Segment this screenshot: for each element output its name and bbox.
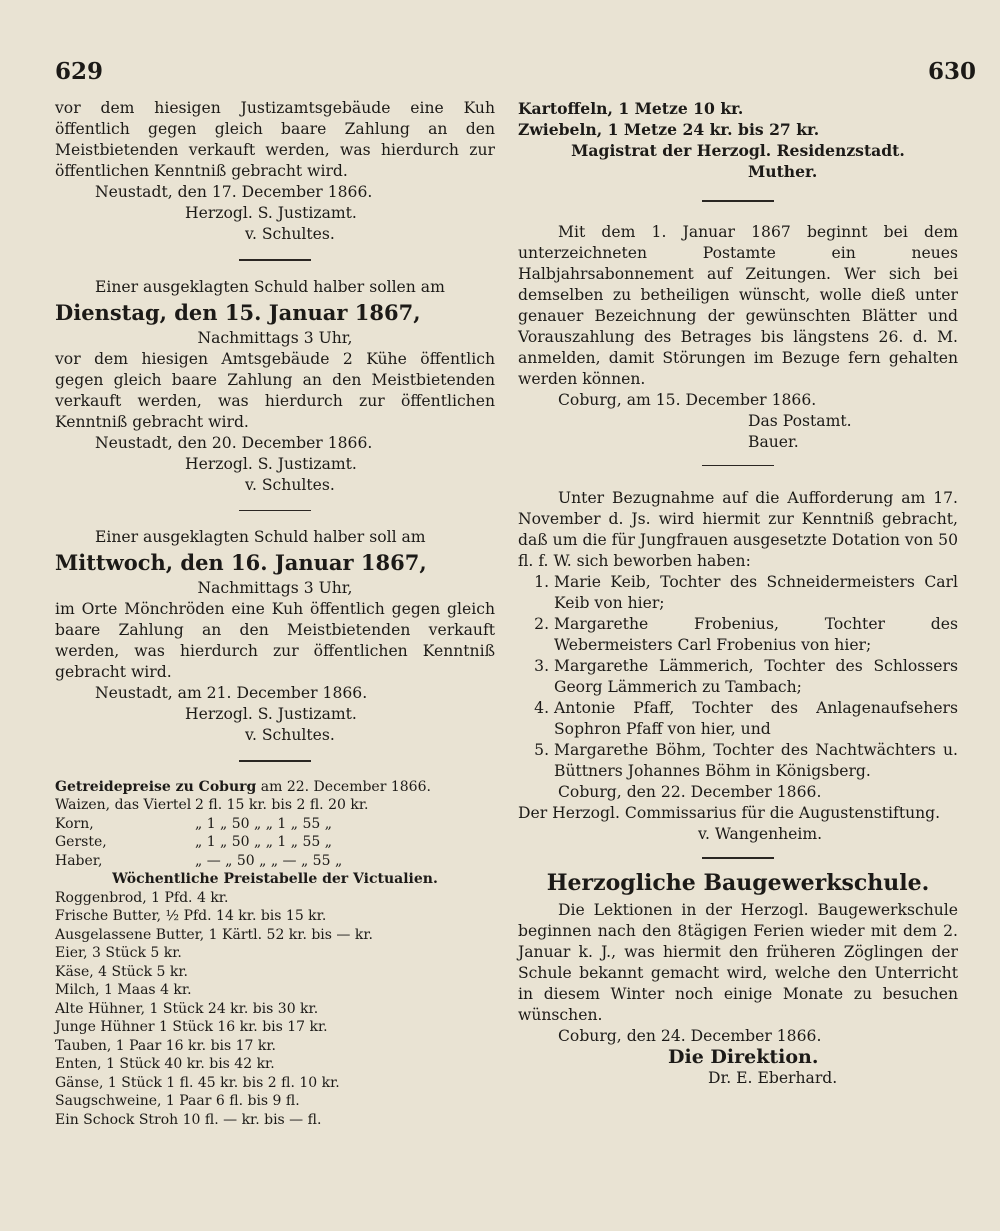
issuing-office: Das Postamt. [748,411,852,430]
augustenstiftung-notice [518,488,958,845]
signer: Bauer. [748,432,799,451]
price-line: Zwiebeln, 1 Metze 24 kr. bis 27 kr. [518,120,820,139]
magistrat-office: Magistrat der Herzogl. Residenzstadt. [571,141,905,160]
notice-cow-sale-1 [55,98,495,245]
notice-cow-sale-3 [55,527,495,746]
issuing-office: Herzogl. S. Justizamt. [185,705,357,723]
notice-text: vor dem hiesigen Amtsgebäude 2 Kühe öffentlich gegen gleich baare Zahlung an den Meistbietenden verkauft werden, was hierdurch zur öffentlichen Kenntniß gebracht wird. [55,349,495,431]
grain-price: „ 1 „ 50 „ „ 1 „ 55 „ [195,834,333,850]
price-line: Kartoffeln, 1 Metze 10 kr. [518,99,744,118]
victual-item: Ausgelassene Butter, 1 Kärtl. 52 kr. bis — kr. [55,926,373,943]
grain-prices-heading [55,778,495,797]
divider [702,857,774,859]
grain-price: 2 fl. 15 kr. bis 2 fl. 20 kr. [195,797,369,813]
place-date: Neustadt, am 21. December 1866. [95,684,368,702]
price-row [55,833,495,852]
place-date: Coburg, den 24. December 1866. [558,1026,822,1045]
market-prices-continued [518,98,958,182]
price-row [55,852,495,871]
auction-date: Mittwoch, den 16. Januar 1867, [55,550,427,575]
baugewerkschule-notice [518,869,958,1089]
price-row [55,815,495,834]
post-office-notice [518,222,958,453]
signer: v. Schultes. [245,726,335,744]
right-column [518,98,958,1089]
signer: v. Wangenheim. [698,825,823,843]
grain-name: Gerste, [55,834,107,850]
place-date: Neustadt, den 17. December 1866. [95,183,373,201]
grain-name: Haber, [55,852,103,869]
section-title: Herzogliche Baugewerkschule. [546,869,930,896]
grain-prices-title: Getreidepreise zu Coburg [55,778,257,795]
grain-prices [55,778,495,1130]
notice-intro: Einer ausgeklagten Schuld halber soll am [95,528,426,546]
issuing-office: Die Direktion. [668,1045,819,1068]
divider [702,465,774,467]
signer: v. Schultes. [245,475,335,494]
magistrat-signer: Muther. [748,162,818,181]
victual-item: Enten, 1 Stück 40 kr. bis 42 kr. [55,1056,275,1072]
divider [702,200,774,202]
place-date: Neustadt, den 20. December 1866. [95,433,373,452]
victual-item: Ein Schock Stroh 10 fl. — kr. bis — fl. [55,1111,322,1128]
grain-price: „ — „ 50 „ „ — „ 55 „ [195,852,343,869]
notice-cow-sale-2 [55,277,495,496]
notice-text: Die Lektionen in der Herzogl. Baugewerkschule beginnen nach den 8tägigen Ferien wieder mit dem 2. Januar k. J., was hiermit den früheren Zöglingen der Schule bekannt gemacht wird, welche den Unterricht in diesem Winter noch einige Monate zu besuchen wünschen. [518,900,958,1024]
signer: v. Schultes. [245,225,335,243]
victual-item: Milch, 1 Maas 4 kr. [55,982,192,998]
victual-item: Gänse, 1 Stück 1 fl. 45 kr. bis 2 fl. 10 kr. [55,1074,340,1091]
page-number-left: 629 [55,58,104,85]
notice-text: im Orte Mönchröden eine Kuh öffentlich gegen gleich baare Zahlung an den Meistbietenden verkauft werden, was hierdurch zur öffentlichen Kenntniß gebracht wird. [55,600,495,681]
notice-intro: Einer ausgeklagten Schuld halber sollen am [95,277,445,296]
page-number-right: 630 [928,58,977,85]
victual-item: Junge Hühner 1 Stück 16 kr. bis 17 kr. [55,1019,328,1035]
victuals-title: Wöchentliche Preistabelle der Victualien. [112,871,438,887]
applicant-item: 1. Marie Keib, Tochter des Schneidermeisters Carl Keib von hier; [554,572,958,614]
issuing-office: Der Herzogl. Commissarius für die Augustenstiftung. [518,804,941,822]
notice-intro: Unter Bezugnahme auf die Aufforderung am 17. November d. Js. wird hiermit zur Kenntniß gebracht, daß um die für Jungfrauen ausgesetzte Dotation von 50 fl. f. W. sich beworben haben: [518,489,958,570]
auction-time: Nachmittags 3 Uhr, [197,579,353,597]
grain-prices-date: am 22. December 1866. [260,778,431,795]
place-date: Coburg, den 22. December 1866. [558,783,822,801]
issuing-office: Herzogl. S. Justizamt. [185,204,357,222]
place-date: Coburg, am 15. December 1866. [558,390,817,409]
notice-text: vor dem hiesigen Justizamtsgebäude eine Kuh öffentlich gegen gleich baare Zahlung an den Meistbietenden verkauft werden, was hierdurch zur öffentlichen Kenntniß gebracht wird. [55,99,495,180]
divider [239,259,311,261]
applicant-item: 5. Margarethe Böhm, Tochter des Nachtwächters u. Büttners Johannes Böhm in Königsberg. [554,740,958,782]
victual-item: Eier, 3 Stück 5 kr. [55,945,182,961]
grain-price: „ 1 „ 50 „ „ 1 „ 55 „ [195,815,333,832]
auction-date: Dienstag, den 15. Januar 1867, [55,299,421,325]
victual-item: Saugschweine, 1 Paar 6 fl. bis 9 fl. [55,1093,300,1109]
signer: Dr. E. Eberhard. [708,1068,838,1087]
divider [239,510,311,512]
victual-item: Roggenbrod, 1 Pfd. 4 kr. [55,889,229,906]
victual-item: Alte Hühner, 1 Stück 24 kr. bis 30 kr. [55,1000,319,1017]
issuing-office: Herzogl. S. Justizamt. [185,454,357,473]
applicant-item: 3. Margarethe Lämmerich, Tochter des Schlossers Georg Lämmerich zu Tambach; [554,656,958,698]
victual-item: Tauben, 1 Paar 16 kr. bis 17 kr. [55,1037,276,1054]
applicant-list [518,572,958,782]
grain-name: Waizen, das Viertel [55,797,192,813]
notice-text: Mit dem 1. Januar 1867 beginnt bei dem unterzeichneten Postamte ein neues Halbjahrsabonnement auf Zeitungen. Wer sich bei demselben zu betheiligen wünscht, wolle dieß unter genauer Bezeichnung der gewünschten Blätter und Vorauszahlung des Betrages bis längstens 26. d. M. anmelden, damit Störungen im Bezuge fern gehalten werden können. [518,222,958,388]
applicant-item: 4. Antonie Pfaff, Tochter des Anlagenaufsehers Sophron Pfaff von hier, und [554,698,958,740]
auction-time: Nachmittags 3 Uhr, [197,328,353,347]
applicant-item: 2. Margarethe Frobenius, Tochter des Webermeisters Carl Frobenius von hier; [554,614,958,656]
divider [239,760,311,762]
victual-item: Käse, 4 Stück 5 kr. [55,963,188,980]
left-column [55,98,495,1129]
grain-name: Korn, [55,815,94,832]
victual-item: Frische Butter, ½ Pfd. 14 kr. bis 15 kr. [55,908,327,924]
price-row [55,796,495,815]
